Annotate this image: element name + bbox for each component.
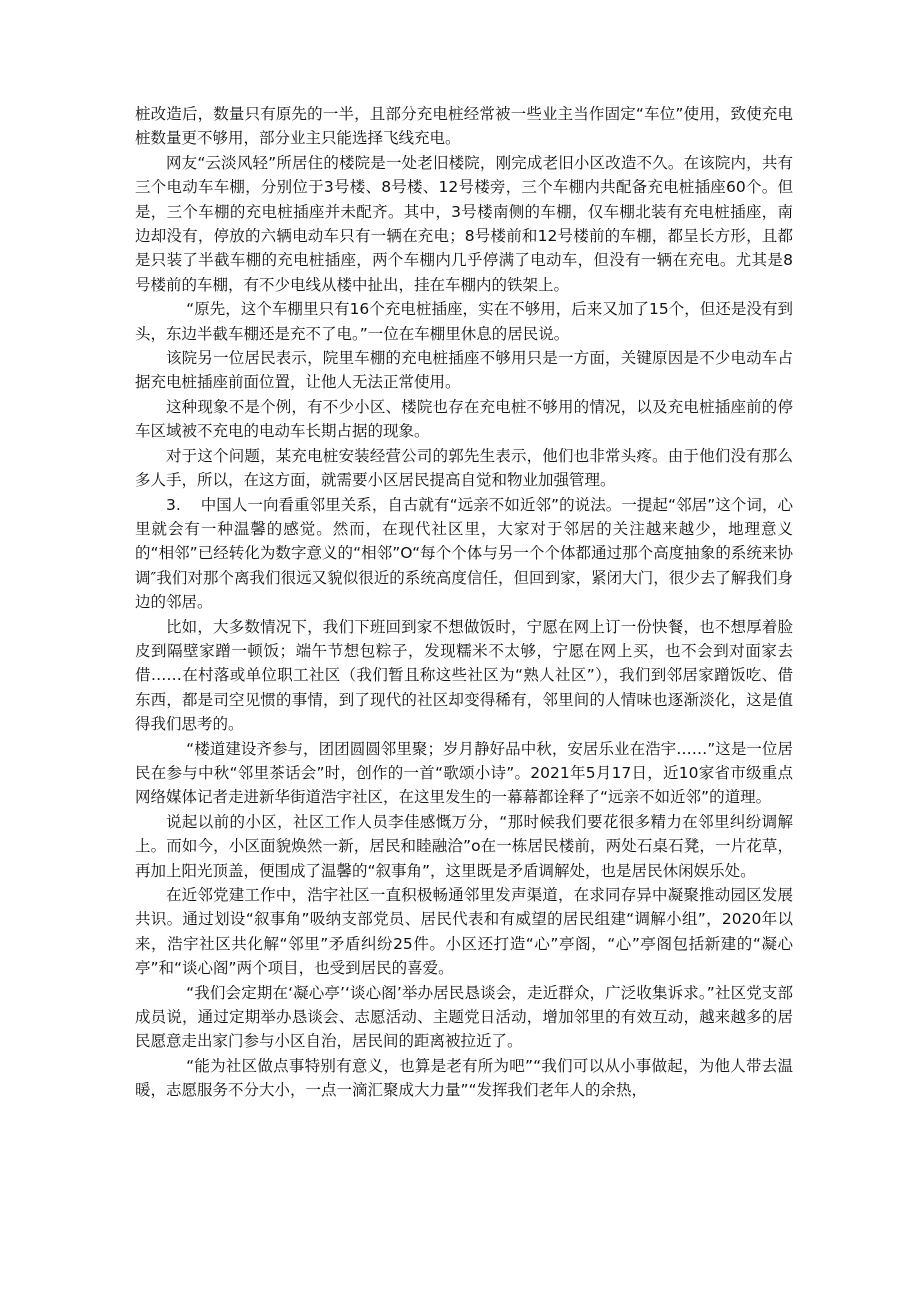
paragraph-4: 该院另一位居民表示，院里车棚的充电桩插座不够用只是一方面，关键原因是不少电动车占据充电桩插座前面位置，让他人无法正常使用。 <box>135 349 793 392</box>
paragraph-11: 在近邻党建工作中，浩宇社区一直积极畅通邻里发声渠道，在求同存异中凝聚推动园区发展共识。通过划设“叙事角”吸纳支部党员、居民代表和有威望的居民组建“调解小组”，2020年以来，浩宇社区共化解“邻里”矛盾纠纷25件。小区还打造“心”亭阁，“心”亭阁包括新建的“凝心亭”和“谈心阁”两个项目，也受到居民的喜爱。 <box>135 886 793 978</box>
paragraph-2: 网友“云淡风轻”所居住的楼院是一处老旧楼院，刚完成老旧小区改造不久。在该院内，共有三个电动车车棚，分别位于3号楼、8号楼、12号楼旁，三个车棚内共配备充电桩插座60个。但是，三个车棚的充电桩插座并未配齐。其中，3号楼南侧的车棚，仅车棚北装有充电桩插座，南边却没有，停放的六辆电动车只有一辆在充电；8号楼前和12号楼前的车棚，都呈长方形，且都是只装了半截车棚的充电桩插座，两个车棚内几乎停满了电动车，但没有一辆在充电。尤其是8号楼前的车棚，有不少电线从楼中扯出，挂在车棚内的铁架上。 <box>135 153 793 294</box>
paragraph-10: 说起以前的小区，社区工作人员李佳感慨万分，“那时候我们要花很多精力在邻里纠纷调解上。而如今，小区面貌焕然一新，居民和睦融洽”o在一栋居民楼前，两处石桌石凳，一片花草，再加上阳光顶盖，便围成了温馨的“叙事角”，这里既是矛盾调解处，也是居民休闲娱乐处。 <box>135 812 793 880</box>
paragraph-13: “能为社区做点事特别有意义，也算是老有所为吧”“我们可以从小事做起，为他人带去温暖，志愿服务不分大小，一点一滴汇聚成大力量”“发挥我们老年人的余热， <box>135 1056 793 1100</box>
paragraph-3: “原先，这个车棚里只有16个充电桩插座，实在不够用，后来又加了15个，但还是没有到头，东边半截车棚还是充不了电。”一位在车棚里休息的居民说。 <box>135 300 793 343</box>
paragraph-6: 对于这个问题，某充电桩安装经营公司的郭先生表示，他们也非常头疼。由于他们没有那么多人手，所以，在这方面，就需要小区居民提高自觉和物业加强管理。 <box>135 446 793 490</box>
paragraph-8: 比如，大多数情况下，我们下班回到家不想做饭时，宁愿在网上订一份快餐，也不想厚着脸皮到隔壁家蹭一顿饭；端午节想包粽子，发现糯米不太够，宁愿在网上买，也不会到对面家去借……在村落或单位职工社区（我们暂且称这些社区为“熟人社区”），我们到邻居家蹭饭吃、借东西，都是司空见惯的事情，到了现代的社区却变得稀有，邻里间的人情味也逐渐淡化，这是值得我们思考的。 <box>135 617 793 734</box>
paragraph-12: “我们会定期在‘凝心亭’‘谈心阁’举办居民恳谈会，走近群众，广泛收集诉求。”社区党支部成员说，通过定期举办恳谈会、志愿活动、主题党日活动，增加邻里的有效互动，越来越多的居民愿意走出家门参与小区自治，居民间的距离被拉近了。 <box>135 983 793 1051</box>
article-body <box>135 102 793 1103</box>
paragraph-7: 3. 中国人一向看重邻里关系，自古就有“远亲不如近邻”的说法。一提起“邻居”这个词，心里就会有一种温馨的感觉。然而，在现代社区里，大家对于邻居的关注越来越少，地理意义的“相邻”已经转化为数字意义的“相邻”O“每个个体与另一个个体都通过那个高度抽象的系统来协调″我们对那个离我们很远又貌似很近的系统高度信任，但回到家，紧闭大门，很少去了解我们身边的邻居。 <box>135 495 793 612</box>
paragraph-1: 桩改造后，数量只有原先的一半，且部分充电桩经常被一些业主当作固定“车位”使用，致使充电桩数量更不够用，部分业主只能选择飞线充电。 <box>135 105 793 148</box>
paragraph-5: 这种现象不是个例，有不少小区、楼院也存在充电桩不够用的情况，以及充电桩插座前的停车区域被不充电的电动车长期占据的现象。 <box>135 397 793 441</box>
paragraph-9: “楼道建设齐参与，团团圆圆邻里聚；岁月静好品中秋，安居乐业在浩宇……”这是一位居民在参与中秋“邻里茶话会”时，创作的一首“歌颂小诗”。2021年5月17日，近10家省市级重点网络媒体记者走进新华街道浩宇社区，在这里发生的一幕幕都诠释了“远亲不如近邻”的道理。 <box>135 739 793 807</box>
